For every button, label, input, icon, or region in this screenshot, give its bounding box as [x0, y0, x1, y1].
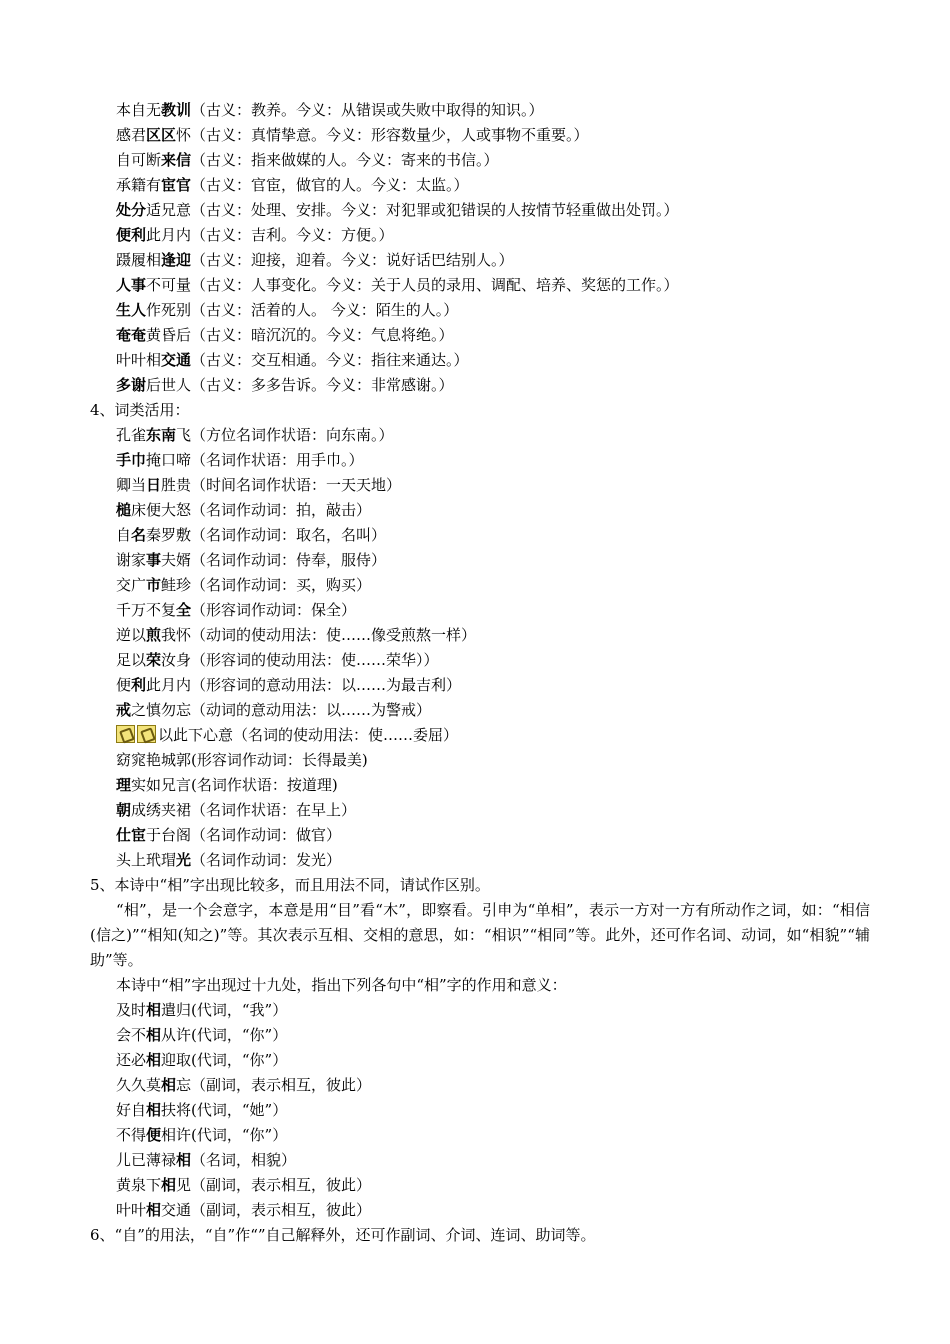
line-prefix: 不得 [116, 1126, 147, 1144]
highlighted-word: 朝 [116, 801, 132, 819]
gu-jin-yi-item [90, 198, 870, 223]
line-prefix: 孔雀 [116, 426, 147, 444]
highlighted-word: 宦官 [161, 176, 192, 194]
line-explanation: 后世人（古义：多多告诉。今义：非常感谢。） [146, 376, 454, 394]
highlighted-word: 相 [176, 1151, 192, 1169]
ci-lei-item [90, 673, 870, 698]
section-5-intro: 本诗中“相”字出现过十九处，指出下列各句中“相”字的作用和意义： [116, 976, 567, 994]
gu-jin-yi-item [90, 373, 870, 398]
highlighted-word: 东南 [146, 426, 177, 444]
line-prefix: 足以 [116, 651, 147, 669]
ci-lei-item [90, 423, 870, 448]
line-explanation: 夫婿（名词作动词：侍奉，服侍） [161, 551, 387, 569]
line-prefix: 叶叶 [116, 1201, 147, 1219]
highlighted-word: 多谢 [116, 376, 147, 394]
line-explanation: （古义：教养。今义：从错误或失败中取得的知识。） [191, 101, 544, 119]
line-prefix: 头上玳瑁 [116, 851, 177, 869]
gu-jin-yi-item [90, 248, 870, 273]
ci-lei-item [90, 498, 870, 523]
line-explanation: 遣归(代词，“我”） [161, 1001, 288, 1019]
gu-jin-yi-item [90, 223, 870, 248]
section-5-paragraph: “相”，是一个会意字，本意是用“目”看“木”，即察看。引申为“单相”，表示一方对一方有所动作之词，如：“相信(信之)”“相知(知之)”等。其次表示互相、交相的意思，如：“相识”“相同”等。此外，还可作名词、动词，如“相貌”“辅助”等。 [90, 901, 870, 969]
line-explanation: （古义：指来做媒的人。今义：寄来的书信。） [191, 151, 499, 169]
highlighted-word: 仕宦 [116, 826, 147, 844]
section-5-title: 5、本诗中“相”字出现比较多，而且用法不同，请试作区别。 [90, 876, 490, 894]
line-prefix: 还必 [116, 1051, 147, 1069]
section-4-title: 4、词类活用： [90, 401, 190, 419]
highlighted-word: 理 [116, 776, 132, 794]
line-explanation: 鲑珍（名词作动词：买，购买） [161, 576, 372, 594]
line-explanation: 相许(代词，“你”） [161, 1126, 288, 1144]
line-prefix: 卿当 [116, 476, 147, 494]
line-explanation: 见（副词，表示相互，彼此） [176, 1176, 372, 1194]
line-explanation: 交通（副词，表示相互，彼此） [161, 1201, 372, 1219]
highlighted-word: 来信 [161, 151, 192, 169]
line-explanation: （名词，相貌） [191, 1151, 297, 1169]
highlighted-word: 名 [131, 526, 147, 544]
ci-lei-item [90, 623, 870, 648]
ci-lei-item [90, 848, 870, 873]
line-explanation: 汝身（形容词的使动用法：使……荣华）） [161, 651, 439, 669]
line-explanation: 作死别（古义：活着的人。 今义：陌生的人。） [146, 301, 459, 319]
highlighted-word: 荣 [146, 651, 162, 669]
ci-lei-item [90, 773, 870, 798]
highlighted-word: 逢迎 [161, 251, 192, 269]
ci-lei-item [90, 648, 870, 673]
line-explanation: 我怀（动词的使动用法：使……像受煎熬一样） [161, 626, 477, 644]
gu-jin-yi-item [90, 173, 870, 198]
highlighted-word: 便 [146, 1126, 162, 1144]
line-prefix: 好自 [116, 1101, 147, 1119]
line-explanation: 扶将(代词，“她”） [161, 1101, 288, 1119]
gu-jin-yi-item [90, 348, 870, 373]
ci-lei-item [90, 723, 870, 748]
highlighted-word: 相 [146, 1001, 162, 1019]
line-prefix: 交广 [116, 576, 147, 594]
gu-jin-yi-item [90, 98, 870, 123]
line-prefix: 蹑履相 [116, 251, 162, 269]
gu-jin-yi-item [90, 273, 870, 298]
line-prefix: 便 [116, 676, 132, 694]
line-explanation: （名词作动词：发光） [191, 851, 342, 869]
highlighted-word: 相 [161, 1076, 177, 1094]
highlighted-word: 利 [131, 676, 147, 694]
highlighted-word: 光 [176, 851, 192, 869]
xiang-item [90, 1098, 870, 1123]
highlighted-word: 区区 [146, 126, 177, 144]
xiang-item [90, 1173, 870, 1198]
line-explanation: （形容词作动词：保全） [191, 601, 357, 619]
highlighted-word: 处分 [116, 201, 147, 219]
xiang-item [90, 1198, 870, 1223]
ci-lei-item [90, 823, 870, 848]
line-explanation: （古义：官宦，做官的人。今义：太监。） [191, 176, 469, 194]
line-prefix: 叶叶相 [116, 351, 162, 369]
line-prefix: 逆以 [116, 626, 147, 644]
line-prefix: 自 [116, 526, 132, 544]
ci-lei-item [90, 473, 870, 498]
line-explanation: 以此下心意（名词的使动用法：使……委屈） [158, 726, 459, 744]
line-prefix: 千万不复 [116, 601, 177, 619]
line-prefix: 会不 [116, 1026, 147, 1044]
highlighted-word: 人事 [116, 276, 147, 294]
xiang-item [90, 1048, 870, 1073]
line-explanation: 此月内（形容词的意动用法：以……为最吉利） [146, 676, 462, 694]
ci-lei-list [90, 423, 870, 873]
ci-lei-item [90, 448, 870, 473]
line-explanation: 于台阁（名词作动词：做官） [146, 826, 342, 844]
line-prefix: 谢家 [116, 551, 147, 569]
highlighted-word: 相 [146, 1051, 162, 1069]
gu-jin-yi-list [90, 98, 870, 398]
highlighted-word: 相 [161, 1176, 177, 1194]
ci-lei-item [90, 548, 870, 573]
line-prefix: 及时 [116, 1001, 147, 1019]
highlighted-word: 事 [146, 551, 162, 569]
gu-jin-yi-item [90, 323, 870, 348]
ci-lei-item [90, 748, 870, 773]
image-placeholder-icon [137, 725, 156, 743]
line-explanation: 迎取(代词，“你”） [161, 1051, 288, 1069]
line-explanation: 黄昏后（古义：暗沉沉的。今义：气息将绝。） [146, 326, 454, 344]
line-explanation: 从许(代词，“你”） [161, 1026, 288, 1044]
line-prefix: 本自无 [116, 101, 162, 119]
highlighted-word: 交通 [161, 351, 192, 369]
xiang-item [90, 998, 870, 1023]
line-prefix: 自可断 [116, 151, 162, 169]
line-explanation: 秦罗敷（名词作动词：取名，名叫） [146, 526, 387, 544]
xiang-item [90, 1148, 870, 1173]
highlighted-word: 戒 [116, 701, 132, 719]
line-prefix: 儿已薄禄 [116, 1151, 177, 1169]
highlighted-word: 槌 [116, 501, 132, 519]
xiang-item [90, 1023, 870, 1048]
line-explanation: 胜贵（时间名词作状语：一天天地） [161, 476, 402, 494]
highlighted-word: 相 [146, 1101, 162, 1119]
ci-lei-item [90, 698, 870, 723]
line-explanation: 实如兄言(名词作状语：按道理) [131, 776, 338, 794]
line-prefix: 承籍有 [116, 176, 162, 194]
highlighted-word: 便利 [116, 226, 147, 244]
line-explanation: 床便大怒（名词作动词：拍，敲击） [131, 501, 372, 519]
image-placeholder-icon [116, 725, 135, 743]
highlighted-word: 奄奄 [116, 326, 147, 344]
line-explanation: 窈窕艳城郭(形容词作动词：长得最美) [116, 751, 368, 769]
line-explanation: 之慎勿忘（动词的意动用法：以……为警戒） [131, 701, 432, 719]
ci-lei-item [90, 573, 870, 598]
gu-jin-yi-item [90, 298, 870, 323]
line-prefix: 久久莫 [116, 1076, 162, 1094]
line-explanation: 飞（方位名词作状语：向东南。） [176, 426, 394, 444]
xiang-usage-list [90, 998, 870, 1223]
gu-jin-yi-item [90, 123, 870, 148]
document-body [90, 98, 870, 1248]
line-explanation: 成绣夹裙（名词作状语：在早上） [131, 801, 357, 819]
line-explanation: 怀（古义：真情挚意。今义：形容数量少，人或事物不重要。） [176, 126, 589, 144]
line-explanation: （古义：迎接，迎着。今义：说好话巴结别人。） [191, 251, 514, 269]
ci-lei-item [90, 598, 870, 623]
highlighted-word: 相 [146, 1201, 162, 1219]
highlighted-word: 生人 [116, 301, 147, 319]
line-explanation: 不可量（古义：人事变化。今义：关于人员的录用、调配、培养、奖惩的工作。） [146, 276, 679, 294]
line-explanation: 忘（副词，表示相互，彼此） [176, 1076, 372, 1094]
ci-lei-item [90, 798, 870, 823]
line-explanation: 掩口啼（名词作状语：用手巾。） [146, 451, 364, 469]
highlighted-word: 全 [176, 601, 192, 619]
highlighted-word: 手巾 [116, 451, 147, 469]
xiang-item [90, 1073, 870, 1098]
highlighted-word: 市 [146, 576, 162, 594]
highlighted-word: 相 [146, 1026, 162, 1044]
line-explanation: 此月内（古义：吉利。今义：方便。） [146, 226, 394, 244]
gu-jin-yi-item [90, 148, 870, 173]
highlighted-word: 日 [146, 476, 162, 494]
highlighted-word: 教训 [161, 101, 192, 119]
line-explanation: 适兄意（古义：处理、安排。今义：对犯罪或犯错误的人按情节轻重做出处罚。） [146, 201, 679, 219]
line-prefix: 黄泉下 [116, 1176, 162, 1194]
ci-lei-item [90, 523, 870, 548]
line-prefix: 感君 [116, 126, 147, 144]
highlighted-word: 煎 [146, 626, 162, 644]
section-6-title: 6、“自”的用法，“自”作“”自己解释外，还可作副词、介词、连词、助词等。 [90, 1226, 596, 1244]
xiang-item [90, 1123, 870, 1148]
line-explanation: （古义：交互相通。今义：指往来通达。） [191, 351, 469, 369]
